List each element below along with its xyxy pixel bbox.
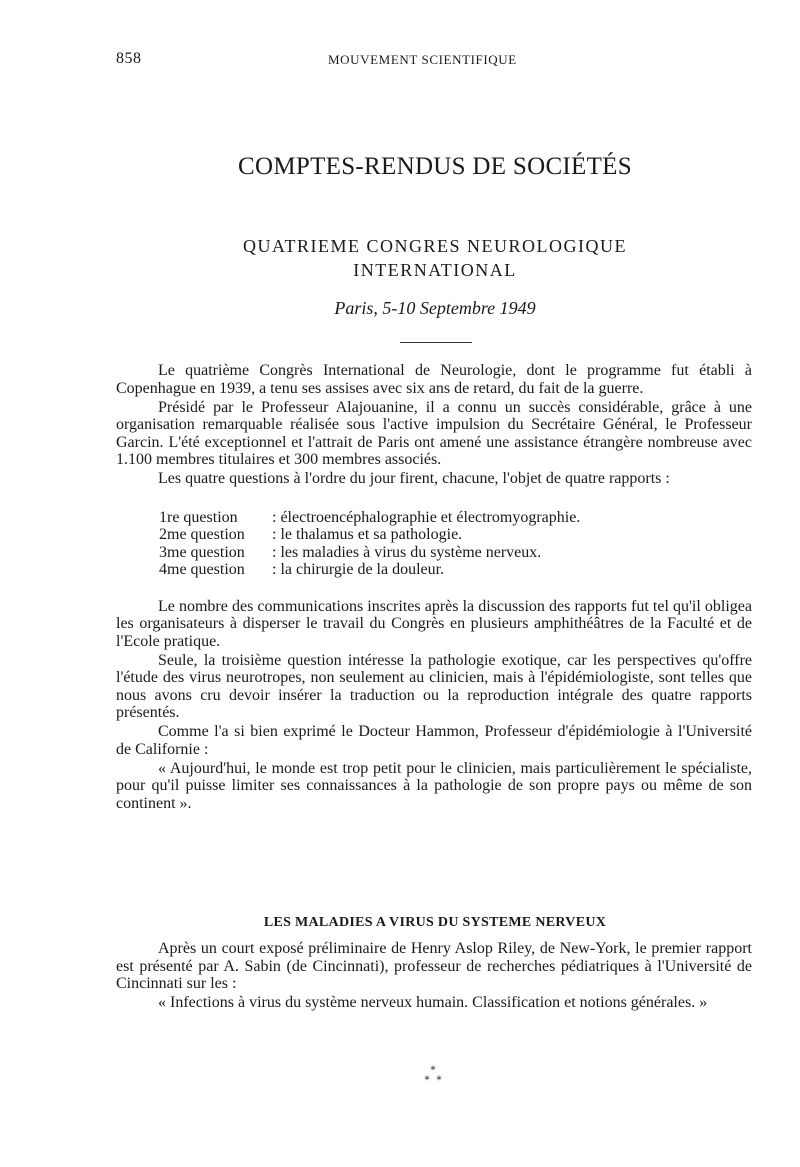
svg-text:*: * bbox=[430, 1065, 436, 1076]
divider-rule bbox=[400, 342, 472, 343]
section-body bbox=[116, 940, 752, 1013]
list-item bbox=[159, 544, 752, 562]
asterism-icon bbox=[418, 1064, 448, 1086]
questions-list bbox=[116, 509, 752, 579]
list-item bbox=[159, 561, 752, 579]
article-title-line-2: INTERNATIONAL bbox=[353, 260, 517, 280]
subheading: LES MALADIES A VIRUS DU SYSTEME NERVEUX bbox=[263, 915, 607, 930]
page-number: 858 bbox=[116, 50, 142, 67]
paragraph-presidency: Présidé par le Professeur Alajouanine, il a connu un succès considérable, grâce à une organisation remarquable réalisée sous l'active impulsion du Secrétaire Général, le Professeur Garcin. L'été exceptionnel et l'attrait de Paris ont amené une assistance étrangère nombreuse avec 1.100 membres titulaires et 300 membres associés. bbox=[116, 398, 752, 468]
page-header bbox=[116, 50, 752, 72]
section-title: COMPTES-RENDUS DE SOCIÉTÉS bbox=[238, 153, 632, 180]
paragraph-questions-intro: Les quatre questions à l'ordre du jour firent, chacune, l'objet de quatre rapports : bbox=[158, 470, 670, 487]
article-title-line-1: QUATRIEME CONGRES NEUROLOGIQUE bbox=[243, 236, 627, 256]
question-label: 1re question bbox=[159, 508, 238, 526]
article-body bbox=[116, 362, 752, 814]
svg-text:*: * bbox=[436, 1075, 442, 1086]
paragraph-third-question: Seule, la troisième question intéresse la pathologie exotique, car les perspectives qu'offre l'étude des virus neurotropes, non seulement au clinicien, mais à l'épidémiologiste, sont telles que nous avons cru devoir insérer la traduction ou la reproduction intégrale des quatre rapports présentés. bbox=[116, 651, 752, 721]
list-item bbox=[159, 526, 752, 544]
paragraph-hammon: Comme l'a si bien exprimé le Docteur Hammon, Professeur d'épidémiologie à l'Université de Californie : bbox=[116, 723, 752, 758]
running-title: MOUVEMENT SCIENTIFIQUE bbox=[328, 52, 517, 67]
svg-text:*: * bbox=[424, 1075, 430, 1086]
hammon-quote: « Aujourd'hui, le monde est trop petit pour le clinicien, mais particulièrement le spécialiste, pour qu'il puisse limiter ses connaissances à la pathologie de son propre pays ou même de son continent ». bbox=[116, 759, 752, 812]
place-date: Paris, 5-10 Septembre 1949 bbox=[334, 298, 536, 318]
paragraph-communications: Le nombre des communications inscrites après la discussion des rapports fut tel qu'il obligea les organisateurs à disperser le travail du Congrès en plusieurs amphithéâtres de la Faculté et de l'Ecole pratique. bbox=[116, 597, 752, 650]
question-topic: : électroencéphalographie et électromyographie. bbox=[272, 508, 581, 526]
question-label: 3me question bbox=[159, 543, 245, 561]
report-title-quote: « Infections à virus du système nerveux humain. Classification et notions générales. » bbox=[158, 994, 708, 1011]
paragraph-sabin: Après un court exposé préliminaire de Henry Aslop Riley, de New-York, le premier rapport est présenté par A. Sabin (de Cincinnati), professeur de recherches pédiatriques à l'Université de Cincinnati sur les : bbox=[116, 940, 752, 992]
question-topic: : le thalamus et sa pathologie. bbox=[272, 526, 463, 543]
question-label: 2me question bbox=[159, 526, 245, 543]
paragraph-intro: Le quatrième Congrès International de Neurologie, dont le programme fut établi à Copenhague en 1939, a tenu ses assises avec six ans de retard, du fait de la guerre. bbox=[116, 362, 752, 397]
list-item bbox=[159, 509, 752, 527]
question-topic: : les maladies à virus du système nerveux. bbox=[272, 543, 542, 561]
question-topic: : la chirurgie de la douleur. bbox=[272, 561, 445, 578]
question-label: 4me question bbox=[159, 561, 245, 578]
